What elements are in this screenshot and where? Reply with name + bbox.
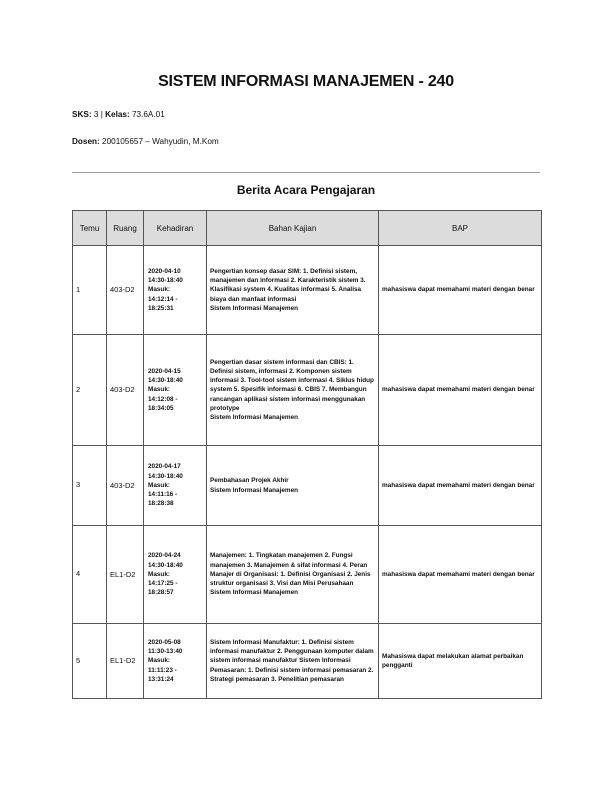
attendance-label: Masuk: <box>148 386 171 394</box>
cell-bahan-kajian <box>207 246 379 335</box>
table-row <box>73 335 542 446</box>
cell-temu: 2 <box>73 335 107 446</box>
bahan-text: Pengertian konsep dasar SIM: 1. Definisi sistem, manajemen dan informasi 2. Karakteristik sistem 3. Klasifikasi system 4. Kualitas informasi 5. Analisa biaya dan manfaat informasi <box>210 267 366 303</box>
sks-label: SKS: <box>72 110 92 119</box>
dosen-label: Dosen: <box>72 137 100 146</box>
cell-bap: mahasiswa dapat memahami materi dengan benar <box>379 335 542 446</box>
cell-bahan-kajian <box>207 446 379 526</box>
attendance-date: 2020-05-08 <box>148 638 181 646</box>
kelas-label: Kelas: <box>105 110 130 119</box>
attendance-out: 13:31:24 <box>148 675 174 683</box>
lecturer-meta <box>72 137 219 146</box>
dosen-value: 200105657 – Wahyudin, M.Kom <box>102 137 219 146</box>
header-bap: BAP <box>379 211 542 246</box>
cell-kehadiran <box>144 624 207 699</box>
table-header-row <box>73 211 542 246</box>
attendance-schedule: 14:30-18:40 <box>148 277 183 285</box>
cell-bap: mahasiswa dapat memahami materi dengan benar <box>379 446 542 526</box>
attendance-schedule: 14:30-18:40 <box>148 472 183 480</box>
attendance-schedule: 14:30-18:40 <box>148 561 183 569</box>
bahan-text: Sistem Informasi Manufaktur: 1. Definisi sistem informasi manufaktur 2. Penggunaan komputer dalam sistem informasi manufaktur Sistem Informasi Pemasaran: 1. Definisi sistem informasi pemasaran 2. Strategi pemasaran 3. Penelitian pemasaran <box>210 638 374 683</box>
cell-bap: mahasiswa dapat memahami materi dengan benar <box>379 246 542 335</box>
cell-temu: 1 <box>73 246 107 335</box>
attendance-in: 11:11:23 - <box>148 666 177 674</box>
cell-ruang: 403-D2 <box>107 335 144 446</box>
kelas-value: 73.6A.01 <box>131 110 165 119</box>
cell-bahan-kajian <box>207 335 379 446</box>
attendance-out: 18:25:31 <box>148 304 174 312</box>
cell-bahan-kajian <box>207 526 379 624</box>
bahan-text: Manajemen: 1. Tingkatan manajemen 2. Fungsi manajemen 3. Manajemen & sifat informasi 4. Peran Manajer di Organisasi: 1. Definisi Organisasi 2. Jenis struktur organisasi 3. Visi dan Misi Perusahaan <box>210 552 371 588</box>
attendance-schedule: 11:30-13:40 <box>148 648 183 656</box>
bahan-subject: Sistem Informasi Manajemen <box>210 486 299 494</box>
cell-temu: 5 <box>73 624 107 699</box>
section-title: Berita Acara Pengajaran <box>236 183 376 197</box>
cell-temu: 4 <box>73 526 107 624</box>
cell-ruang: 403-D2 <box>107 246 144 335</box>
bahan-text: Pembahasan Projek Akhir <box>210 477 289 485</box>
attendance-out: 18:28:57 <box>148 589 174 597</box>
divider <box>72 172 540 173</box>
bahan-subject: Sistem Informasi Manajemen <box>210 304 299 312</box>
table-row <box>73 624 542 699</box>
header-bahan-kajian: Bahan Kajian <box>207 211 379 246</box>
cell-temu: 3 <box>73 446 107 526</box>
attendance-in: 14:11:16 - <box>148 491 178 499</box>
header-kehadiran: Kehadiran <box>144 211 207 246</box>
table-row <box>73 526 542 624</box>
attendance-out: 18:34:05 <box>148 404 174 412</box>
bahan-subject: Sistem Informasi Manajemen <box>210 589 299 597</box>
attendance-in: 14:12:08 - <box>148 395 178 403</box>
cell-ruang: EL1-D2 <box>107 624 144 699</box>
header-ruang: Ruang <box>107 211 144 246</box>
bahan-subject: Sistem Informasi Manajemen <box>210 414 299 422</box>
bahan-text: Pengertian dasar sistem informasi dan CBIS: 1. Definisi sistem, informasi 2. Komponen sistem informasi 3. Tool-tool sistem informasi 4. Siklus hidup system 5. Spesifik informasi 6. CBIS 7. Membangun rancangan aplikasi sistem informasi menggunakan prototype <box>210 358 374 412</box>
table-row <box>73 246 542 335</box>
attendance-label: Masuk: <box>148 657 171 665</box>
cell-kehadiran <box>144 246 207 335</box>
table-row <box>73 446 542 526</box>
attendance-label: Masuk: <box>148 481 171 489</box>
cell-bap: Mahasiswa dapat melakukan alamat perbaikan pengganti <box>379 624 542 699</box>
cell-kehadiran <box>144 335 207 446</box>
attendance-out: 18:28:38 <box>148 500 174 508</box>
course-title: SISTEM INFORMASI MANAJEMEN - 240 <box>158 73 454 90</box>
meta-separator: | <box>100 110 103 119</box>
cell-kehadiran <box>144 446 207 526</box>
teaching-report-table <box>72 210 542 699</box>
cell-bahan-kajian <box>207 624 379 699</box>
header-temu: Temu <box>73 211 107 246</box>
cell-ruang: 403-D2 <box>107 446 144 526</box>
attendance-in: 14:17:25 - <box>148 580 178 588</box>
sks-value: 3 <box>93 110 99 119</box>
attendance-date: 2020-04-15 <box>148 367 181 375</box>
attendance-label: Masuk: <box>148 286 171 294</box>
cell-ruang: EL1-D2 <box>107 526 144 624</box>
cell-bap: mahasiswa dapat memahami materi dengan benar <box>379 526 542 624</box>
cell-kehadiran <box>144 526 207 624</box>
attendance-date: 2020-04-17 <box>148 463 181 471</box>
course-meta <box>72 110 165 119</box>
attendance-label: Masuk: <box>148 570 171 578</box>
attendance-date: 2020-04-24 <box>148 552 181 560</box>
attendance-in: 14:12:14 - <box>148 295 178 303</box>
attendance-date: 2020-04-10 <box>148 267 181 275</box>
attendance-schedule: 14:30-18:40 <box>148 377 183 385</box>
